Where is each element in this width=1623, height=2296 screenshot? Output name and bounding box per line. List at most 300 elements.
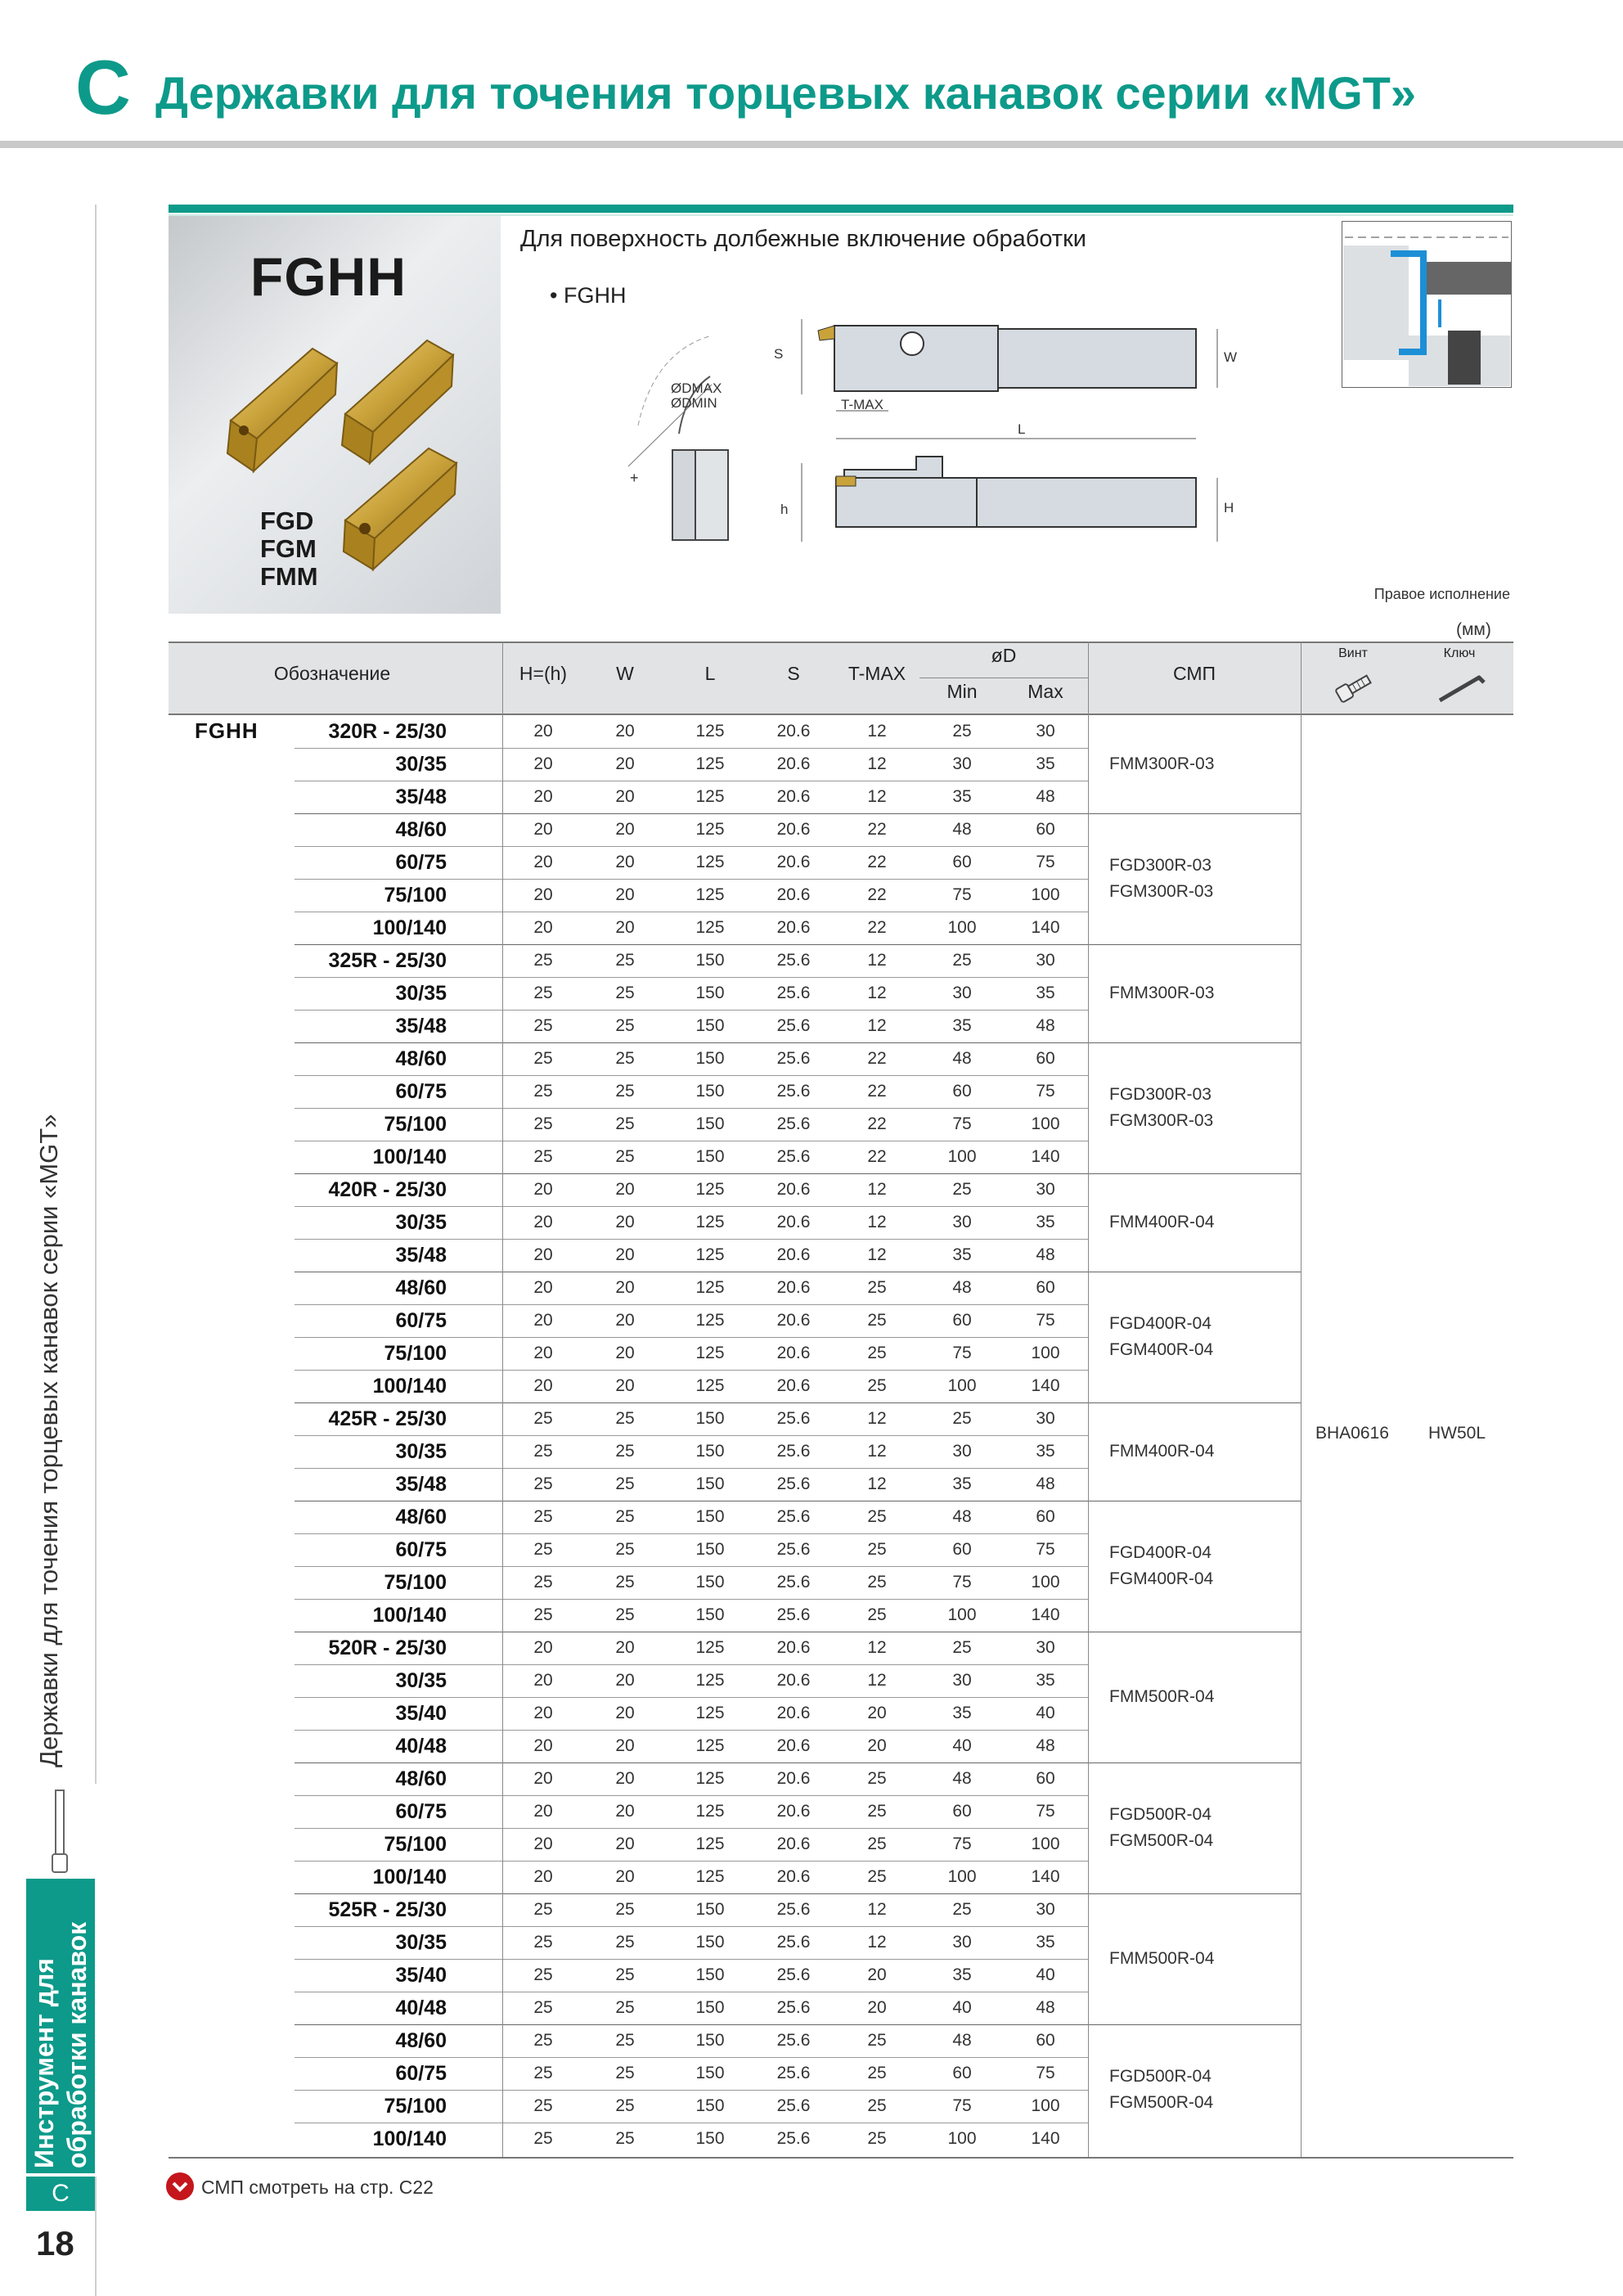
cell-w: 20 xyxy=(615,1769,635,1788)
cell-min: 25 xyxy=(952,1180,972,1199)
insert-group xyxy=(1109,980,1214,1006)
designation-cell: 60/75 xyxy=(395,851,447,874)
row-divider xyxy=(294,879,1088,880)
cell-min: 35 xyxy=(952,1016,972,1035)
page-title: Державки для точения торцевых канавок серии «MGT» xyxy=(155,67,1417,119)
cell-t: 20 xyxy=(867,1704,887,1722)
cell-t: 12 xyxy=(867,1933,887,1952)
row-divider xyxy=(294,748,1088,749)
cell-h: 25 xyxy=(533,1474,553,1493)
cell-max: 35 xyxy=(1036,1671,1055,1690)
col-screw: Винт xyxy=(1338,646,1368,660)
insert-code: FGD500R-04 xyxy=(1109,2067,1212,2086)
cell-l: 125 xyxy=(695,820,725,839)
cell-w: 20 xyxy=(615,885,635,904)
cell-s: 25.6 xyxy=(776,1900,811,1919)
designation-cell: 30/35 xyxy=(395,982,447,1005)
chapter-letter-tab[interactable]: C xyxy=(26,2177,95,2211)
cell-w: 25 xyxy=(615,1049,635,1068)
cell-l: 150 xyxy=(695,2129,725,2148)
group-divider xyxy=(294,1042,1301,1043)
cell-s: 20.6 xyxy=(776,1278,811,1297)
cell-max: 75 xyxy=(1036,1082,1055,1101)
page-reference-icon xyxy=(164,2170,196,2203)
key-value: HW50L xyxy=(1428,1424,1486,1443)
cell-s: 25.6 xyxy=(776,1573,811,1591)
cell-l: 125 xyxy=(695,1344,725,1362)
cell-w: 20 xyxy=(615,754,635,773)
cell-min: 30 xyxy=(952,1933,972,1952)
cell-w: 20 xyxy=(615,820,635,839)
cell-h: 20 xyxy=(533,787,553,806)
cell-w: 20 xyxy=(615,1376,635,1395)
cell-s: 20.6 xyxy=(776,1704,811,1722)
cell-w: 25 xyxy=(615,1998,635,2017)
insert-group xyxy=(1109,1438,1214,1465)
group-divider xyxy=(294,1402,1301,1403)
designation-cell: 40/48 xyxy=(395,1735,447,1758)
insert-group xyxy=(1109,1311,1213,1363)
cell-l: 150 xyxy=(695,1016,725,1035)
group-divider xyxy=(294,1893,1301,1894)
insert-code: FGD300R-03 xyxy=(1109,856,1212,875)
designation-cell: 35/40 xyxy=(395,1702,447,1725)
cell-l: 150 xyxy=(695,1573,725,1591)
cell-min: 30 xyxy=(952,984,972,1002)
cell-s: 25.6 xyxy=(776,1409,811,1428)
cell-w: 25 xyxy=(615,1933,635,1952)
sidebar-section-title: Державки для точения торцевых канавок серии «MGT» xyxy=(34,1114,63,1767)
cell-min: 75 xyxy=(952,1573,972,1591)
cell-s: 25.6 xyxy=(776,1016,811,1035)
designation-cell: 48/60 xyxy=(395,1767,447,1790)
row-divider xyxy=(294,977,1088,978)
cell-w: 20 xyxy=(615,787,635,806)
designation-cell: 60/75 xyxy=(395,1800,447,1823)
cell-max: 75 xyxy=(1036,1311,1055,1330)
cell-s: 20.6 xyxy=(776,1180,811,1199)
designation-cell: 48/60 xyxy=(395,2029,447,2052)
cell-s: 25.6 xyxy=(776,1933,811,1952)
cell-h: 20 xyxy=(533,1736,553,1755)
cell-min: 75 xyxy=(952,1344,972,1362)
cell-t: 25 xyxy=(867,1605,887,1624)
col-l: L xyxy=(704,663,716,684)
designation-cell: 35/48 xyxy=(395,1473,447,1496)
cell-h: 20 xyxy=(533,820,553,839)
cell-h: 20 xyxy=(533,1311,553,1330)
insert-code: FGM300R-03 xyxy=(1109,882,1214,901)
cell-min: 60 xyxy=(952,1311,972,1330)
insert-code: FGM400R-04 xyxy=(1109,1569,1214,1588)
cell-min: 48 xyxy=(952,1769,972,1788)
insert-group xyxy=(1109,1082,1213,1134)
cell-min: 60 xyxy=(952,1802,972,1821)
cell-h: 20 xyxy=(533,1835,553,1853)
cell-t: 25 xyxy=(867,1573,887,1591)
designation-cell: 48/60 xyxy=(395,1276,447,1299)
group-divider xyxy=(294,1173,1301,1174)
cell-h: 25 xyxy=(533,1147,553,1166)
cell-s: 20.6 xyxy=(776,1802,811,1821)
cell-min: 35 xyxy=(952,787,972,806)
cell-h: 20 xyxy=(533,1376,553,1395)
cell-min: 100 xyxy=(947,1147,977,1166)
cell-max: 48 xyxy=(1036,1998,1055,2017)
cell-s: 20.6 xyxy=(776,754,811,773)
cell-l: 150 xyxy=(695,1082,725,1101)
cell-h: 20 xyxy=(533,1245,553,1264)
cell-t: 25 xyxy=(867,1835,887,1853)
cell-max: 30 xyxy=(1036,1409,1055,1428)
cell-t: 25 xyxy=(867,2096,887,2115)
cell-max: 35 xyxy=(1036,754,1055,773)
cell-min: 35 xyxy=(952,1245,972,1264)
cell-min: 60 xyxy=(952,1082,972,1101)
cell-w: 25 xyxy=(615,1114,635,1133)
cell-t: 25 xyxy=(867,1540,887,1559)
cell-max: 140 xyxy=(1031,1376,1060,1395)
cell-max: 75 xyxy=(1036,1802,1055,1821)
cell-w: 25 xyxy=(615,1442,635,1461)
designation-cell: 48/60 xyxy=(395,818,447,841)
cell-max: 140 xyxy=(1031,2129,1060,2148)
insert-code: FGM300R-03 xyxy=(1109,1111,1214,1130)
cell-l: 125 xyxy=(695,1213,725,1231)
cell-max: 60 xyxy=(1036,1769,1055,1788)
cell-s: 20.6 xyxy=(776,918,811,937)
insert-code: FMM300R-03 xyxy=(1109,754,1215,773)
cell-min: 25 xyxy=(952,722,972,741)
cell-w: 20 xyxy=(615,1671,635,1690)
cell-w: 25 xyxy=(615,1540,635,1559)
cell-s: 25.6 xyxy=(776,951,811,970)
cell-w: 25 xyxy=(615,2064,635,2082)
cell-max: 40 xyxy=(1036,1704,1055,1722)
cell-l: 150 xyxy=(695,1965,725,1984)
cell-w: 20 xyxy=(615,1638,635,1657)
cell-h: 25 xyxy=(533,1573,553,1591)
cell-w: 20 xyxy=(615,1213,635,1231)
designation-cell: 75/100 xyxy=(384,884,447,907)
cell-min: 75 xyxy=(952,1114,972,1133)
cell-min: 48 xyxy=(952,1507,972,1526)
series-label: FGHH xyxy=(195,718,259,743)
cell-l: 150 xyxy=(695,1049,725,1068)
cell-s: 25.6 xyxy=(776,1049,811,1068)
row-divider xyxy=(294,1697,1088,1698)
insert-code: FMM500R-04 xyxy=(1109,1949,1215,1968)
row-divider xyxy=(294,1010,1088,1011)
cell-l: 150 xyxy=(695,1540,725,1559)
cell-min: 60 xyxy=(952,2064,972,2082)
cell-h: 25 xyxy=(533,951,553,970)
cell-l: 125 xyxy=(695,1671,725,1690)
cell-max: 35 xyxy=(1036,1442,1055,1461)
cell-min: 60 xyxy=(952,1540,972,1559)
cell-t: 20 xyxy=(867,1736,887,1755)
row-divider xyxy=(294,1533,1088,1534)
cell-max: 30 xyxy=(1036,1638,1055,1657)
cell-h: 20 xyxy=(533,722,553,741)
cell-t: 25 xyxy=(867,1311,887,1330)
cell-l: 125 xyxy=(695,1867,725,1886)
cross-mark: + xyxy=(630,470,639,486)
row-divider xyxy=(294,2090,1088,2091)
insert-name: FMM xyxy=(260,562,318,591)
cell-t: 22 xyxy=(867,885,887,904)
column-divider xyxy=(502,642,503,2157)
cell-h: 25 xyxy=(533,984,553,1002)
w-label: W xyxy=(1224,349,1238,365)
designation-cell: 75/100 xyxy=(384,1571,447,1594)
cell-t: 25 xyxy=(867,1507,887,1526)
insert-group xyxy=(1109,1540,1213,1592)
cell-min: 35 xyxy=(952,1474,972,1493)
product-variant-bullet: • FGHH xyxy=(550,283,627,308)
cell-s: 20.6 xyxy=(776,1311,811,1330)
cell-h: 20 xyxy=(533,1704,553,1722)
cell-s: 25.6 xyxy=(776,1474,811,1493)
table-bottom-rule xyxy=(169,2157,1513,2159)
cell-h: 25 xyxy=(533,1605,553,1624)
cell-l: 150 xyxy=(695,1114,725,1133)
cell-w: 20 xyxy=(615,1180,635,1199)
row-divider xyxy=(294,1206,1088,1207)
insert-code: FMM400R-04 xyxy=(1109,1213,1215,1231)
col-h: H=(h) xyxy=(519,663,568,684)
cell-max: 100 xyxy=(1031,885,1060,904)
s-label: S xyxy=(774,346,784,362)
cell-max: 48 xyxy=(1036,1016,1055,1035)
cell-s: 20.6 xyxy=(776,1213,811,1231)
cell-t: 22 xyxy=(867,1049,887,1068)
cell-w: 25 xyxy=(615,1409,635,1428)
designation-cell: 35/48 xyxy=(395,786,447,808)
cell-l: 150 xyxy=(695,2064,725,2082)
row-divider xyxy=(294,1108,1088,1109)
cell-h: 20 xyxy=(533,1867,553,1886)
designation-cell: 520R - 25/30 xyxy=(328,1636,447,1659)
cell-s: 20.6 xyxy=(776,1867,811,1886)
cell-t: 12 xyxy=(867,722,887,741)
insert-code: FGM400R-04 xyxy=(1109,1340,1214,1359)
cell-s: 25.6 xyxy=(776,984,811,1002)
cell-h: 25 xyxy=(533,1933,553,1952)
cell-max: 140 xyxy=(1031,918,1060,937)
cell-t: 12 xyxy=(867,1671,887,1690)
designation-cell: 30/35 xyxy=(395,1669,447,1692)
insert-code: FGM500R-04 xyxy=(1109,2093,1214,2112)
designation-cell: 325R - 25/30 xyxy=(328,949,447,972)
cell-t: 12 xyxy=(867,951,887,970)
cell-h: 25 xyxy=(533,1409,553,1428)
cell-min: 48 xyxy=(952,1278,972,1297)
designation-cell: 100/140 xyxy=(372,2127,447,2150)
designation-cell: 100/140 xyxy=(372,1375,447,1398)
row-divider xyxy=(294,1075,1088,1076)
col-insert: СМП xyxy=(1172,663,1216,684)
col-key: Ключ xyxy=(1443,646,1476,660)
cell-l: 125 xyxy=(695,1638,725,1657)
cell-t: 12 xyxy=(867,1245,887,1264)
cell-h: 25 xyxy=(533,1082,553,1101)
h-large-label: H xyxy=(1224,500,1234,515)
cell-min: 25 xyxy=(952,951,972,970)
cell-s: 25.6 xyxy=(776,2096,811,2115)
cell-t: 12 xyxy=(867,754,887,773)
cell-t: 22 xyxy=(867,918,887,937)
designation-cell: 75/100 xyxy=(384,1113,447,1136)
cell-min: 25 xyxy=(952,1638,972,1657)
cell-t: 25 xyxy=(867,1376,887,1395)
column-divider xyxy=(1088,642,1089,2157)
row-divider xyxy=(294,1730,1088,1731)
cell-l: 150 xyxy=(695,1147,725,1166)
cell-max: 140 xyxy=(1031,1605,1060,1624)
cell-min: 48 xyxy=(952,1049,972,1068)
cell-min: 30 xyxy=(952,1213,972,1231)
cell-max: 60 xyxy=(1036,820,1055,839)
cell-h: 20 xyxy=(533,1638,553,1657)
row-divider xyxy=(294,1468,1088,1469)
cell-h: 25 xyxy=(533,2096,553,2115)
designation-cell: 30/35 xyxy=(395,753,447,776)
cell-s: 25.6 xyxy=(776,1114,811,1133)
cell-s: 25.6 xyxy=(776,1507,811,1526)
cell-l: 150 xyxy=(695,951,725,970)
cell-min: 100 xyxy=(947,1867,977,1886)
designation-cell: 35/48 xyxy=(395,1015,447,1038)
cell-l: 150 xyxy=(695,984,725,1002)
cell-s: 25.6 xyxy=(776,1442,811,1461)
cell-min: 35 xyxy=(952,1704,972,1722)
cell-min: 60 xyxy=(952,853,972,871)
cell-l: 125 xyxy=(695,1769,725,1788)
cell-w: 25 xyxy=(615,2031,635,2050)
cell-w: 20 xyxy=(615,1835,635,1853)
chapter-tab-label: Инструмент для обработки канавок xyxy=(29,1921,92,2168)
cell-t: 25 xyxy=(867,2064,887,2082)
cell-l: 150 xyxy=(695,1900,725,1919)
col-w: W xyxy=(616,663,634,684)
cell-t: 12 xyxy=(867,1474,887,1493)
d-min-label: ØDMIN xyxy=(671,395,717,411)
cell-max: 40 xyxy=(1036,1965,1055,1984)
col-t-max: T-MAX xyxy=(847,663,906,684)
cell-l: 125 xyxy=(695,1180,725,1199)
cell-max: 48 xyxy=(1036,1736,1055,1755)
cell-h: 25 xyxy=(533,1998,553,2017)
cell-l: 150 xyxy=(695,1998,725,2017)
cell-s: 25.6 xyxy=(776,1082,811,1101)
row-divider xyxy=(294,1337,1088,1338)
designation-cell: 525R - 25/30 xyxy=(328,1898,447,1921)
insert-group xyxy=(1109,1802,1213,1854)
designation-cell: 60/75 xyxy=(395,1309,447,1332)
product-description: Для поверхность долбежные включение обработки xyxy=(520,226,1086,252)
cell-t: 22 xyxy=(867,1147,887,1166)
cell-min: 40 xyxy=(952,1736,972,1755)
cell-t: 25 xyxy=(867,1802,887,1821)
cell-w: 25 xyxy=(615,2096,635,2115)
cell-s: 20.6 xyxy=(776,1835,811,1853)
cell-max: 30 xyxy=(1036,951,1055,970)
cell-l: 125 xyxy=(695,1835,725,1853)
cell-t: 12 xyxy=(867,1409,887,1428)
cell-min: 75 xyxy=(952,2096,972,2115)
cell-w: 25 xyxy=(615,1016,635,1035)
cell-s: 20.6 xyxy=(776,1344,811,1362)
cell-t: 25 xyxy=(867,2129,887,2148)
row-divider xyxy=(294,1370,1088,1371)
cell-t: 25 xyxy=(867,1344,887,1362)
cell-l: 125 xyxy=(695,787,725,806)
designation-cell: 30/35 xyxy=(395,1931,447,1954)
cell-s: 20.6 xyxy=(776,1736,811,1755)
cell-l: 150 xyxy=(695,2096,725,2115)
cell-max: 35 xyxy=(1036,1933,1055,1952)
cell-l: 125 xyxy=(695,918,725,937)
row-divider xyxy=(294,1926,1088,1927)
cell-t: 12 xyxy=(867,1442,887,1461)
t-max-label: T-MAX xyxy=(841,397,883,412)
designation-cell: 100/140 xyxy=(372,1604,447,1627)
cell-t: 20 xyxy=(867,1998,887,2017)
h-small-label: h xyxy=(780,502,789,517)
cell-l: 125 xyxy=(695,1376,725,1395)
cell-t: 20 xyxy=(867,1965,887,1984)
cell-max: 48 xyxy=(1036,1474,1055,1493)
insert-group xyxy=(1109,1209,1214,1236)
cell-t: 25 xyxy=(867,1769,887,1788)
cell-w: 25 xyxy=(615,984,635,1002)
col-d: øD xyxy=(991,645,1017,666)
cell-s: 20.6 xyxy=(776,820,811,839)
cell-l: 125 xyxy=(695,722,725,741)
cell-t: 12 xyxy=(867,787,887,806)
cell-w: 20 xyxy=(615,918,635,937)
cell-w: 20 xyxy=(615,1736,635,1755)
cell-w: 20 xyxy=(615,1704,635,1722)
insert-group xyxy=(1109,1684,1214,1710)
insert-code: FGD400R-04 xyxy=(1109,1543,1212,1562)
hand-label: Правое исполнение xyxy=(1373,586,1510,602)
cell-l: 150 xyxy=(695,1507,725,1526)
cell-l: 125 xyxy=(695,1736,725,1755)
col-s: S xyxy=(787,663,800,684)
insert-code: FGM500R-04 xyxy=(1109,1831,1214,1850)
cell-max: 48 xyxy=(1036,1245,1055,1264)
designation-cell: 100/140 xyxy=(372,916,447,939)
cell-w: 20 xyxy=(615,1278,635,1297)
cell-max: 100 xyxy=(1031,1114,1060,1133)
cell-max: 60 xyxy=(1036,1278,1055,1297)
row-divider xyxy=(294,846,1088,847)
insert-code: FMM500R-04 xyxy=(1109,1687,1215,1706)
designation-cell: 60/75 xyxy=(395,1538,447,1561)
insert-name: FGD xyxy=(260,506,314,535)
page-number: 18 xyxy=(36,2224,74,2262)
cell-max: 140 xyxy=(1031,1867,1060,1886)
cell-w: 25 xyxy=(615,1507,635,1526)
cell-h: 20 xyxy=(533,1213,553,1231)
cell-l: 150 xyxy=(695,1605,725,1624)
col-d-min: Min xyxy=(946,681,978,702)
cell-l: 150 xyxy=(695,1409,725,1428)
cell-h: 20 xyxy=(533,1278,553,1297)
designation-cell: 48/60 xyxy=(395,1506,447,1528)
